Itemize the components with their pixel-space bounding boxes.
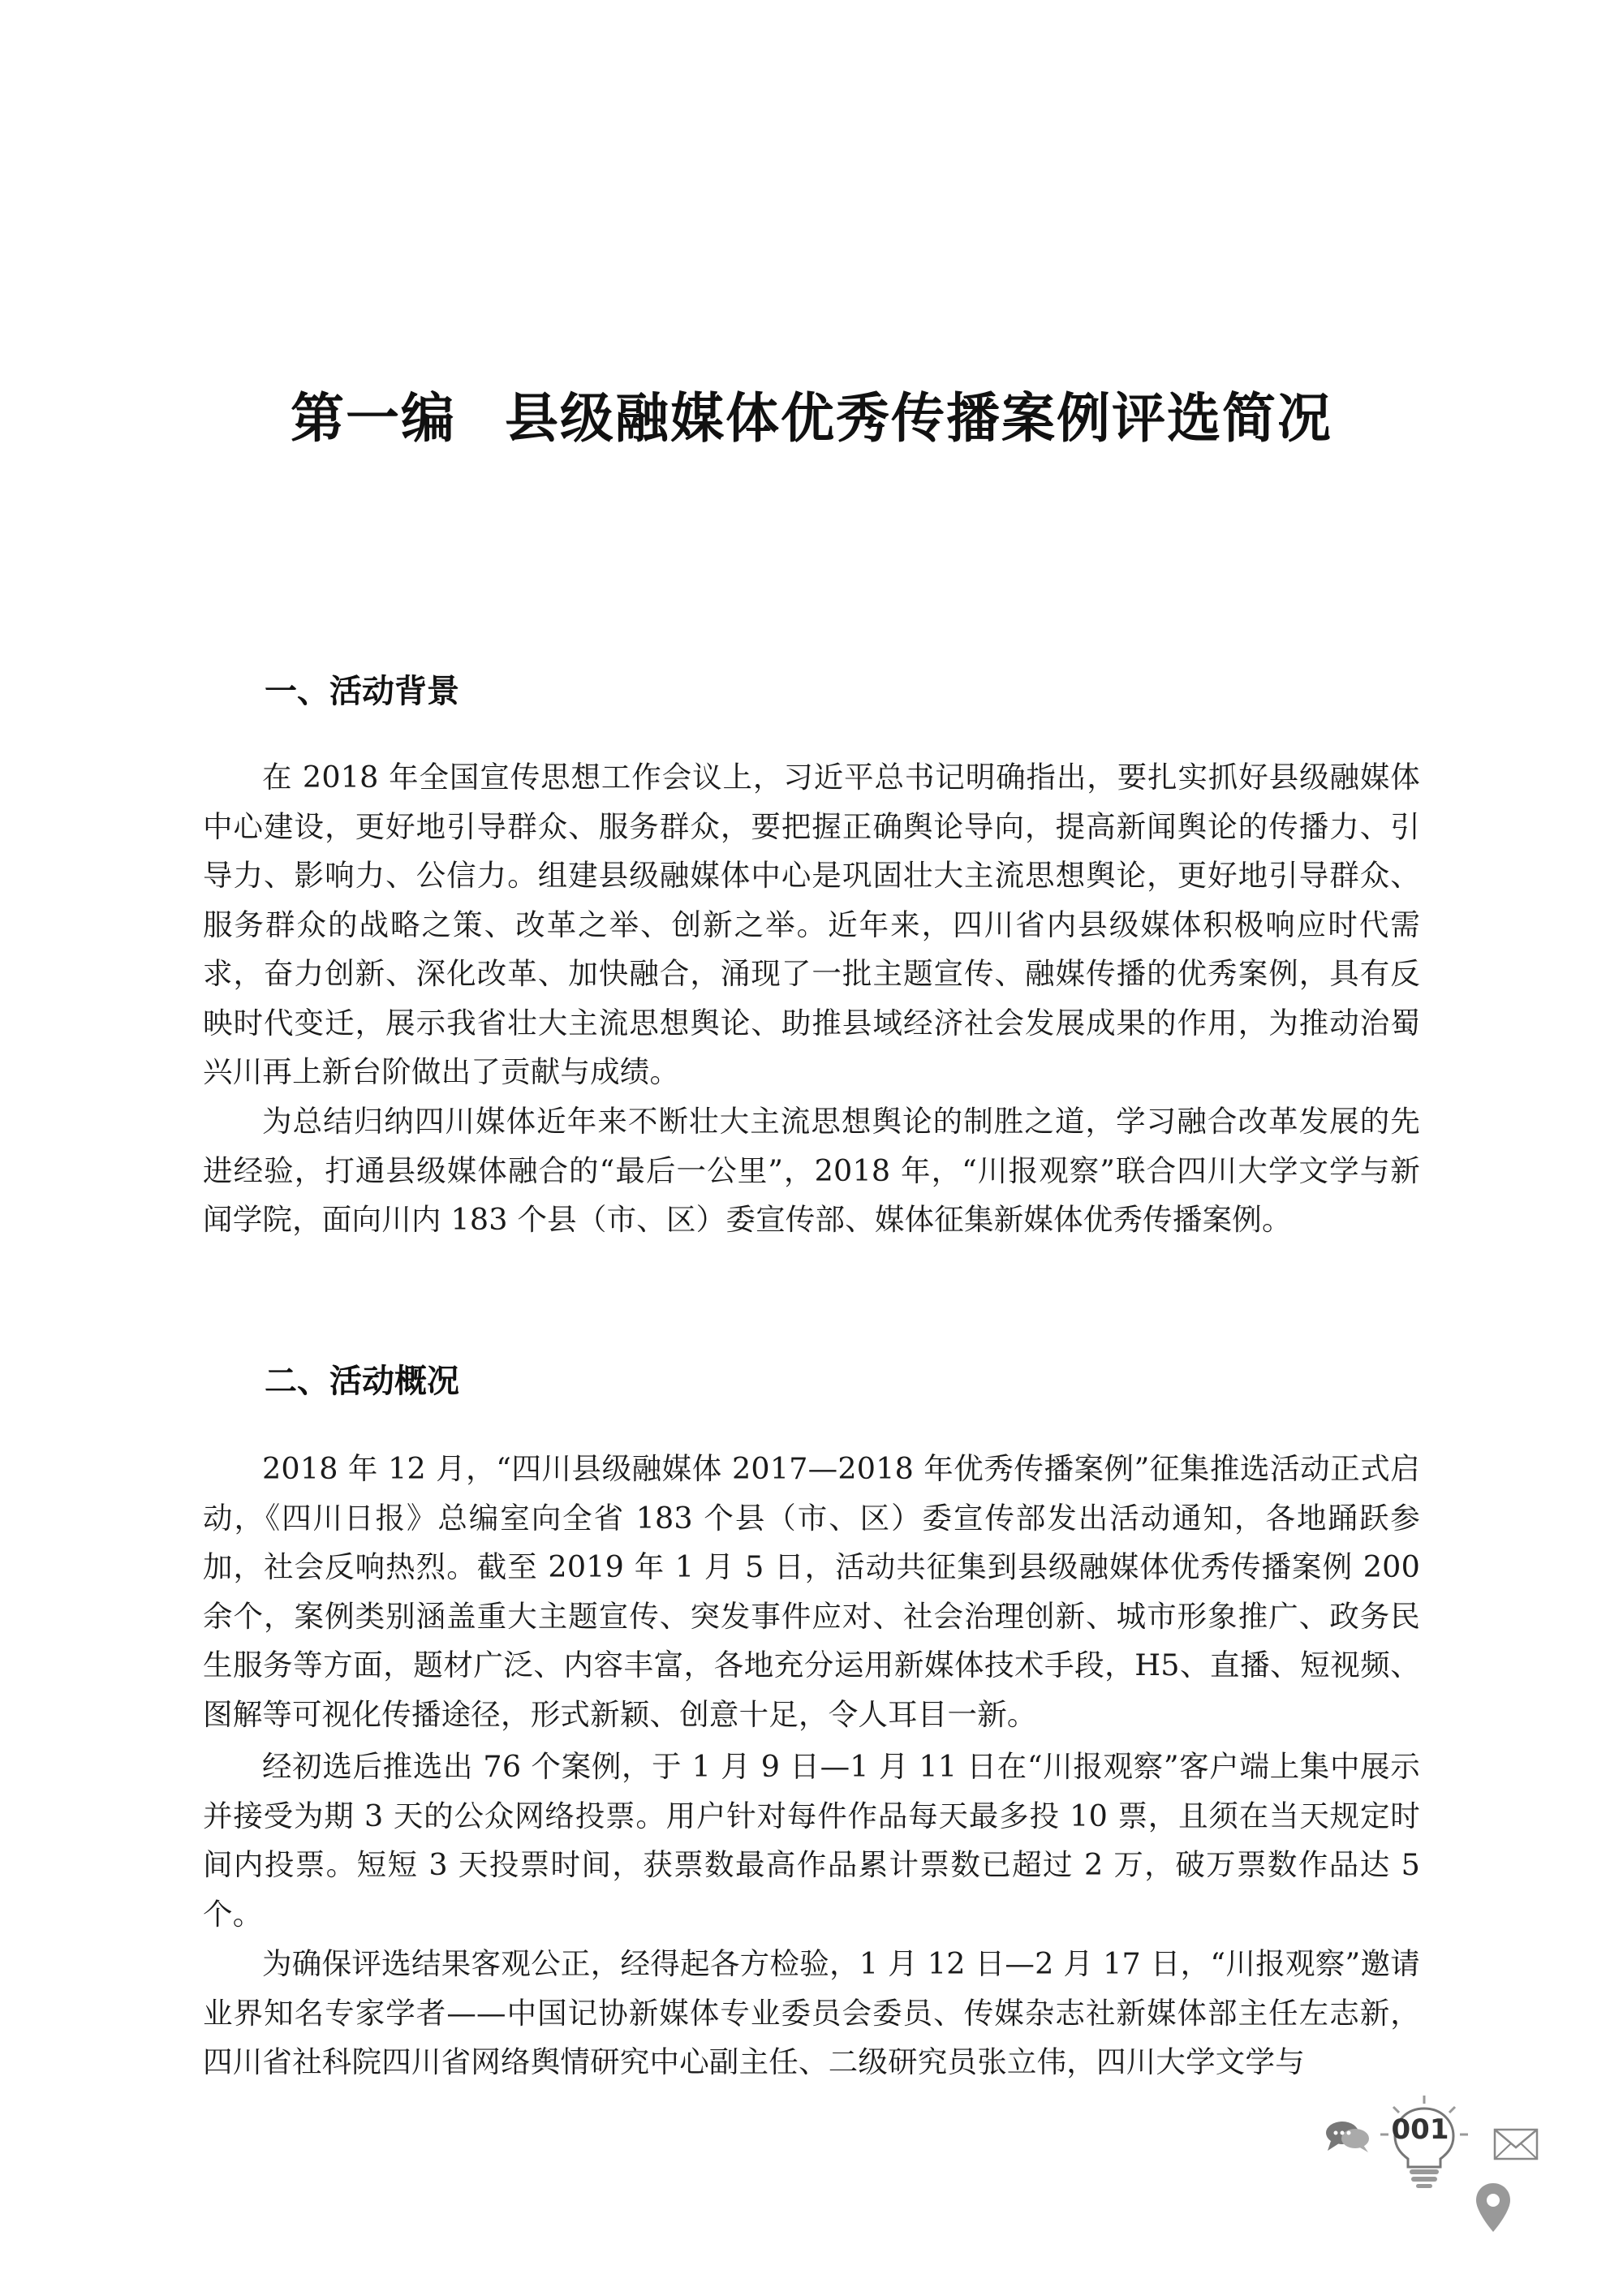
section-heading-background: 一、活动背景 bbox=[265, 673, 459, 710]
page-number: 001 bbox=[1391, 2113, 1449, 2146]
paragraph-overview-3: 为确保评选结果客观公正，经得起各方检验，1 月 12 日—2 月 17 日，“川报观察”邀请业界知名专家学者——中国记协新媒体专业委员会委员、传媒杂志社新媒体部主任左志新，四川省社科院四川省网络舆情研究中心副主任、二级研究员张立伟，四川大学文学与 bbox=[203, 1946, 1420, 2079]
paragraph-background-1: 在 2018 年全国宣传思想工作会议上，习近平总书记明确指出，要扎实抓好县级融媒体中心建设，更好地引导群众、服务群众，要把握正确舆论导向，提高新闻舆论的传播力、引导力、影响力、公信力。组建县级融媒体中心是巩固壮大主流思想舆论，更好地引导群众、服务群众的战略之策、改革之举、创新之举。近年来，四川省内县级媒体积极响应时代需求，奋力创新、深化改革、加快融合，涌现了一批主题宣传、融媒传播的优秀案例，具有反映时代变迁，展示我省壮大主流思想舆论、助推县域经济社会发展成果的作用，为推动治蜀兴川再上新台阶做出了贡献与成绩。 bbox=[203, 760, 1420, 1089]
section-heading-overview: 二、活动概况 bbox=[265, 1363, 459, 1400]
title-text: 县级融媒体优秀传播案例评选简况 bbox=[505, 387, 1332, 450]
paragraph-overview-2: 经初选后推选出 76 个案例，于 1 月 9 日—1 月 11 日在“川报观察”客户端上集中展示并接受为期 3 天的公众网络投票。用户针对每件作品每天最多投 10 票，且须在当天规定时间内投票。短短 3 天投票时间，获票数最高作品累计票数已超过 2 万，破万票数作品达 5 个。 bbox=[203, 1749, 1420, 1932]
part-label: 第一编 bbox=[291, 387, 456, 450]
location-pin-icon bbox=[1474, 2182, 1513, 2234]
chat-bubbles-icon bbox=[1323, 2118, 1371, 2156]
paragraph-background-2: 为总结归纳四川媒体近年来不断壮大主流思想舆论的制胜之道，学习融合改革发展的先进经验，打通县级媒体融合的“最后一公里”，2018 年，“川报观察”联合四川大学文学与新闻学院，面向川内 183 个县（市、区）委宣传部、媒体征集新媒体优秀传播案例。 bbox=[203, 1104, 1420, 1237]
page-title bbox=[203, 375, 1420, 452]
paragraph-overview-1: 2018 年 12 月，“四川县级融媒体 2017—2018 年优秀传播案例”征集推选活动正式启动，《四川日报》总编室向全省 183 个县（市、区）委宣传部发出活动通知，各地踊跃参加，社会反响热烈。截至 2019 年 1 月 5 日，活动共征集到县级融媒体优秀传播案例 200 余个，案例类别涵盖重大主题宣传、突发事件应对、社会治理创新、城市形象推广、政务民生服务等方面，题材广泛、内容丰富，各地充分运用新媒体技术手段，H5、直播、短视频、图解等可视化传播途径，形式新颖、创意十足，令人耳目一新。 bbox=[203, 1451, 1420, 1732]
mail-icon bbox=[1493, 2128, 1539, 2160]
